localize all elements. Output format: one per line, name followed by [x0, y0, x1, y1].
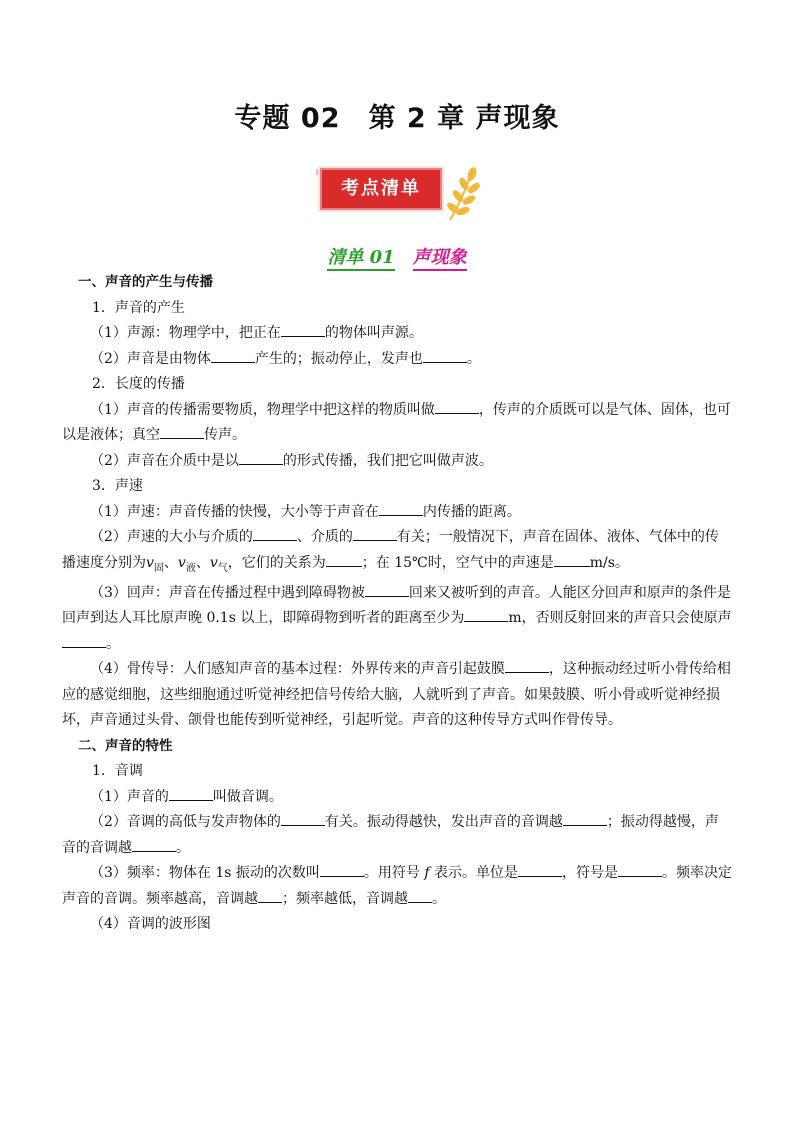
fill-blank[interactable] [618, 862, 662, 877]
fill-blank[interactable] [435, 399, 479, 414]
fill-blank[interactable] [518, 862, 562, 877]
wheat-icon [442, 164, 482, 222]
paragraph: （1）声音的传播需要物质，物理学中把这样的物质叫做 ，传声的介质既可以是气体、固体，也可以是液体；真空 传声。 [62, 398, 732, 449]
paragraph: （3）频率：物体在 1s 振动的次数叫 。用符号 f 表示。单位是 ，符号是 。频率决定声音的音调。频率越高，音调越 ；频率越低，音调越 。 [62, 861, 732, 912]
section-badge [312, 160, 484, 218]
fill-blank[interactable] [62, 633, 106, 648]
document-body [62, 270, 732, 938]
fill-blank[interactable] [408, 888, 432, 903]
paragraph: （2）声速的大小与介质的 、介质的 有关；一般情况下，声音在固体、液体、气体中的传播速度分别为$v_固$、$v_液$、$v_气$，它们的关系为 ；在 15℃时，空气中的声速是 m/s。 [62, 525, 732, 581]
fill-blank[interactable] [554, 552, 590, 567]
fill-blank[interactable] [258, 888, 282, 903]
fill-blank[interactable] [320, 862, 364, 877]
fill-blank[interactable] [379, 501, 423, 516]
subheading-2: 2．长度的传播 [92, 376, 185, 392]
fill-blank[interactable] [169, 786, 213, 801]
section-name: 声现象 [413, 247, 467, 271]
section-title [0, 243, 794, 269]
paragraph: （4）骨传导：人们感知声音的基本过程：外界传来的声音引起鼓膜 ，这种振动经过听小骨传给相应的感觉细胞，这些细胞通过听觉神经把信号传给大脑，人就听到了声音。如果鼓膜、听小骨或听觉神经损坏，声音通过头骨、颌骨也能传到听觉神经，引起听觉。声音的这种传导方式叫作骨传导。 [62, 657, 732, 734]
fill-blank[interactable] [563, 811, 607, 826]
subheading-4: 1．音调 [92, 763, 143, 780]
paragraph: （1）声源：物理学中，把正在 的物体叫声源。 [62, 321, 732, 347]
paragraph: （1）声音的 叫做音调。 [62, 785, 732, 811]
heading-2: 二、声音的特性 [78, 737, 173, 754]
paragraph: （1）声速：声音传播的快慢，大小等于声音在 内传播的距离。 [62, 500, 732, 526]
fill-blank[interactable] [211, 348, 255, 363]
fill-blank[interactable] [464, 607, 508, 622]
subheading-3: 3．声速 [92, 478, 143, 494]
fill-blank[interactable] [281, 811, 325, 826]
heading-1: 一、声音的产生与传播 [78, 274, 213, 290]
paragraph: （4）音调的波形图 [90, 916, 211, 933]
paragraph: （2）音调的高低与发声物体的 有关。振动得越快，发出声音的音调越 ；振动得越慢，声音的音调越 。 [62, 810, 732, 861]
badge-label: 考点清单 [320, 168, 442, 210]
fill-blank[interactable] [326, 552, 362, 567]
section-number: 清单 01 [327, 247, 394, 271]
badge-decoration-dots [316, 160, 356, 168]
paragraph: （2）声音是由物体 产生的；振动停止，发声也 。 [62, 347, 732, 373]
fill-blank[interactable] [281, 322, 325, 337]
fill-blank[interactable] [253, 526, 297, 541]
fill-blank[interactable] [353, 526, 397, 541]
fill-blank[interactable] [160, 424, 204, 439]
fill-blank[interactable] [505, 658, 549, 673]
fill-blank[interactable] [132, 837, 176, 852]
fill-blank[interactable] [239, 450, 283, 465]
paragraph: （2）声音在介质中是以 的形式传播，我们把它叫做声波。 [62, 449, 732, 475]
page-title: 专题 02 第 2 章 声现象 [234, 103, 560, 134]
fill-blank[interactable] [423, 348, 467, 363]
subheading-1: 1．声音的产生 [92, 299, 185, 316]
fill-blank[interactable] [365, 582, 409, 597]
paragraph: （3）回声：声音在传播过程中遇到障碍物被 回来又被听到的声音。人能区分回声和原声的条件是回声到达人耳比原声晚 0.1s 以上，即障碍物到听者的距离至少为 m，否则反射回来的声音只会使原声。 [62, 581, 732, 658]
